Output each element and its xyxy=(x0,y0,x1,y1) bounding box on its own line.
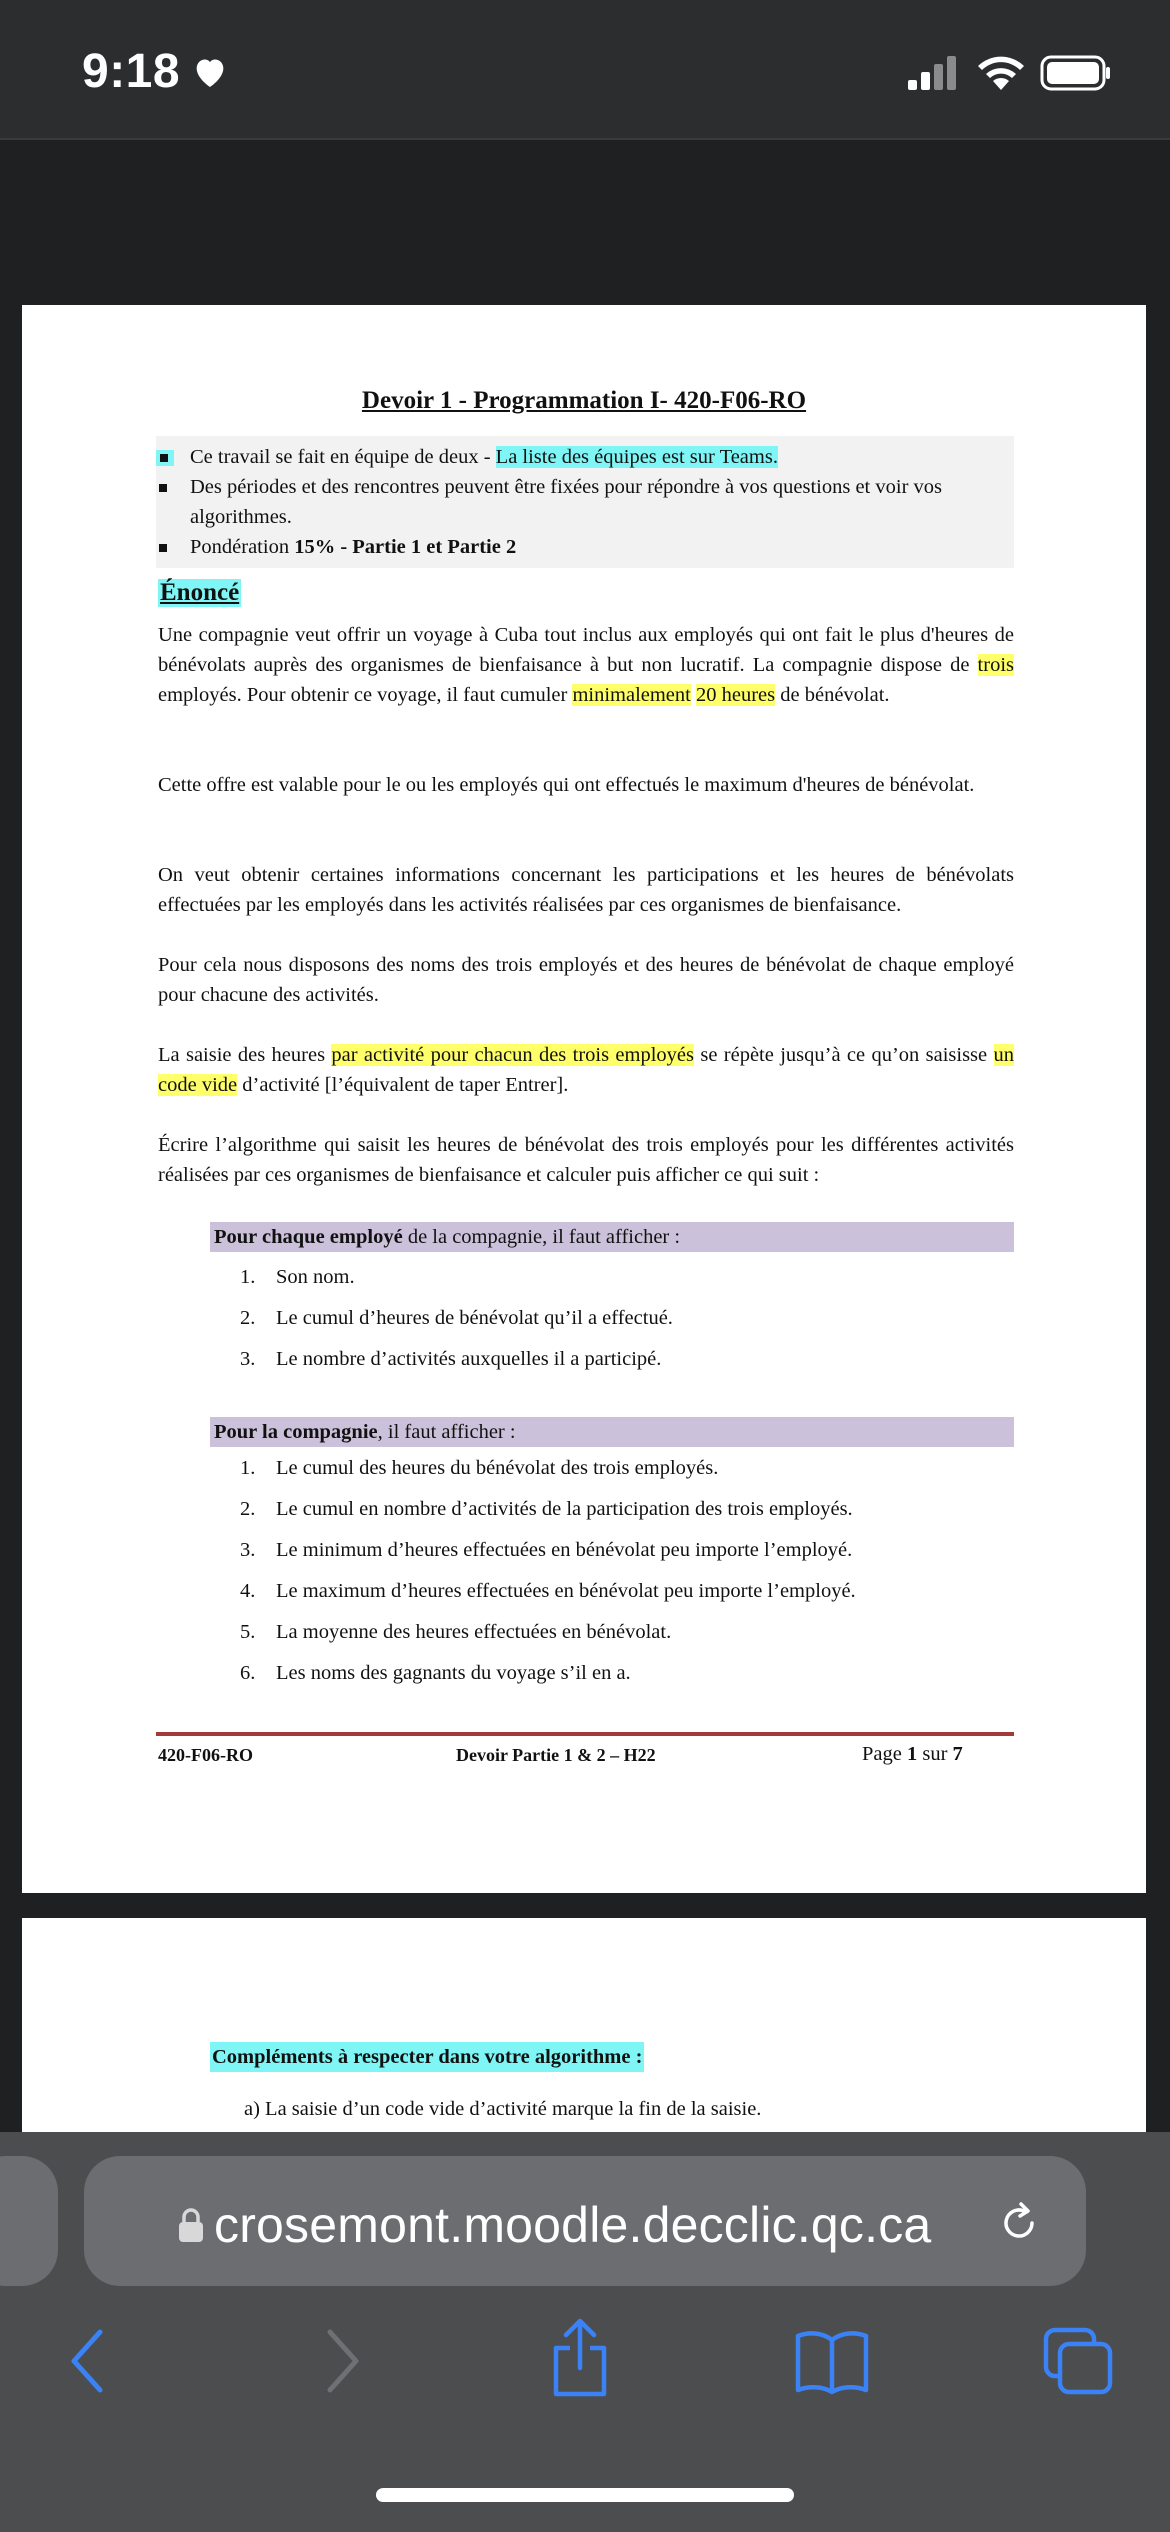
bullet-periods: Des périodes et des rencontres peuvent être fixées pour répondre à vos questions et voir vos algorithmes. xyxy=(156,472,1014,532)
section-heading-enonce: Énoncé xyxy=(160,579,240,606)
wifi-icon xyxy=(976,54,1026,92)
document-title: Devoir 1 - Programmation I- 420-F06-RO xyxy=(361,387,807,414)
url-text: crosemont.moodle.decclic.qc.ca xyxy=(214,2197,932,2253)
list-item: 5. La moyenne des heures effectuées en bénévolat. xyxy=(240,1621,672,1643)
list-per-employee xyxy=(240,1257,1020,1380)
footer-rule xyxy=(156,1732,1014,1736)
bullet-square-icon xyxy=(156,450,174,466)
back-arrow-icon[interactable] xyxy=(64,2326,114,2396)
share-icon[interactable] xyxy=(548,2318,612,2398)
list-item: 3. Le minimum d’heures effectuées en bénévolat peu importe l’employé. xyxy=(240,1539,853,1561)
status-time: 9:18 xyxy=(82,45,181,98)
status-bar xyxy=(0,0,1170,140)
paragraph-information: On veut obtenir certaines informations concernant les participations et les heures de bénévolats effectuées par les employés dans les activités réalisées par ces organismes de bienfaisance. xyxy=(158,864,1014,916)
band-per-employee: Pour chaque employé de la compagnie, il faut afficher : xyxy=(210,1222,1014,1252)
highlight-teams: La liste des équipes est sur Teams. xyxy=(495,446,778,468)
pdf-page-2 xyxy=(22,1918,1146,2138)
highlight-trois: trois xyxy=(977,654,1014,676)
home-indicator[interactable] xyxy=(376,2488,794,2502)
bullet-weighting: Pondération 15% - Partie 1 et Partie 2 xyxy=(156,532,1014,562)
complement-item-a: a) La saisie d’un code vide d’activité marque la fin de la saisie. xyxy=(244,2098,762,2120)
paragraph-intro: Une compagnie veut offrir un voyage à Cuba tout inclus aux employés qui ont fait le plus d'heures de bénévolats auprès des organismes de bienfaisance à but non lucratif. La compagnie dispose de trois employés. Pour obtenir ce voyage, il faut cumuler minimalement 20 heures de bénévolat. xyxy=(158,624,1014,706)
forward-arrow-icon[interactable] xyxy=(316,2326,366,2396)
list-item: 1. Le cumul des heures du bénévolat des trois employés. xyxy=(240,1457,719,1479)
highlight-20-heures: 20 heures xyxy=(695,684,776,706)
list-item: 6. Les noms des gagnants du voyage s’il en a. xyxy=(240,1662,631,1684)
list-item: 1. Son nom. xyxy=(240,1266,355,1288)
pdf-page-1 xyxy=(22,305,1146,1893)
list-item: 3. Le nombre d’activités auxquelles il a participé. xyxy=(240,1348,662,1370)
paragraph-task: Écrire l’algorithme qui saisit les heures de bénévolat des trois employés pour les différentes activités réalisées par ces organismes de bienfaisance et calculer puis afficher ce qui suit : xyxy=(158,1134,1014,1186)
footer-assignment: Devoir Partie 1 & 2 – H22 xyxy=(456,1745,656,1765)
highlight-code-vide: un code vide xyxy=(158,1044,1014,1096)
highlight-minimalement: minimalement xyxy=(572,684,691,706)
reload-icon[interactable] xyxy=(994,2198,1044,2248)
heart-icon xyxy=(190,52,230,92)
band-company: Pour la compagnie, il faut afficher : xyxy=(210,1417,1014,1447)
info-bullet-list xyxy=(156,436,1014,568)
bullet-square-icon xyxy=(159,544,167,552)
tabs-icon[interactable] xyxy=(1042,2326,1114,2396)
footer-page-number: Page 1 sur 7 xyxy=(862,1743,963,1765)
paragraph-data: Pour cela nous disposons des noms des trois employés et des heures de bénévolat de chaque employé pour chacune des activités. xyxy=(158,954,1014,1006)
list-item: 4. Le maximum d’heures effectuées en bénévolat peu importe l’employé. xyxy=(240,1580,856,1602)
list-item: 2. Le cumul d’heures de bénévolat qu’il a effectué. xyxy=(240,1307,673,1329)
previous-tab-preview[interactable] xyxy=(0,2156,58,2286)
bullet-teams: Ce travail se fait en équipe de deux - La liste des équipes est sur Teams. xyxy=(156,442,1014,472)
address-bar[interactable] xyxy=(84,2156,1086,2286)
browser-toolbar xyxy=(0,2132,1170,2532)
footer-course-code: 420-F06-RO xyxy=(158,1745,253,1765)
complements-heading: Compléments à respecter dans votre algorithme : xyxy=(210,2042,644,2072)
list-item: 2. Le cumul en nombre d’activités de la participation des trois employés. xyxy=(240,1498,853,1520)
bullet-square-icon xyxy=(159,484,167,492)
list-company xyxy=(240,1448,1020,1694)
lock-icon xyxy=(176,2206,206,2244)
bookmarks-icon[interactable] xyxy=(794,2326,870,2396)
highlight-par-activite: par activité pour chacun des trois employés xyxy=(331,1044,694,1066)
paragraph-offer: Cette offre est valable pour le ou les employés qui ont effectués le maximum d'heures de bénévolat. xyxy=(158,774,975,796)
cellular-signal-icon xyxy=(906,56,956,92)
paragraph-input: La saisie des heures par activité pour chacun des trois employés se répète jusqu’à ce qu’on saisisse un code vide d’activité [l’équivalent de taper Entrer]. xyxy=(158,1044,1014,1096)
battery-icon xyxy=(1040,54,1112,92)
